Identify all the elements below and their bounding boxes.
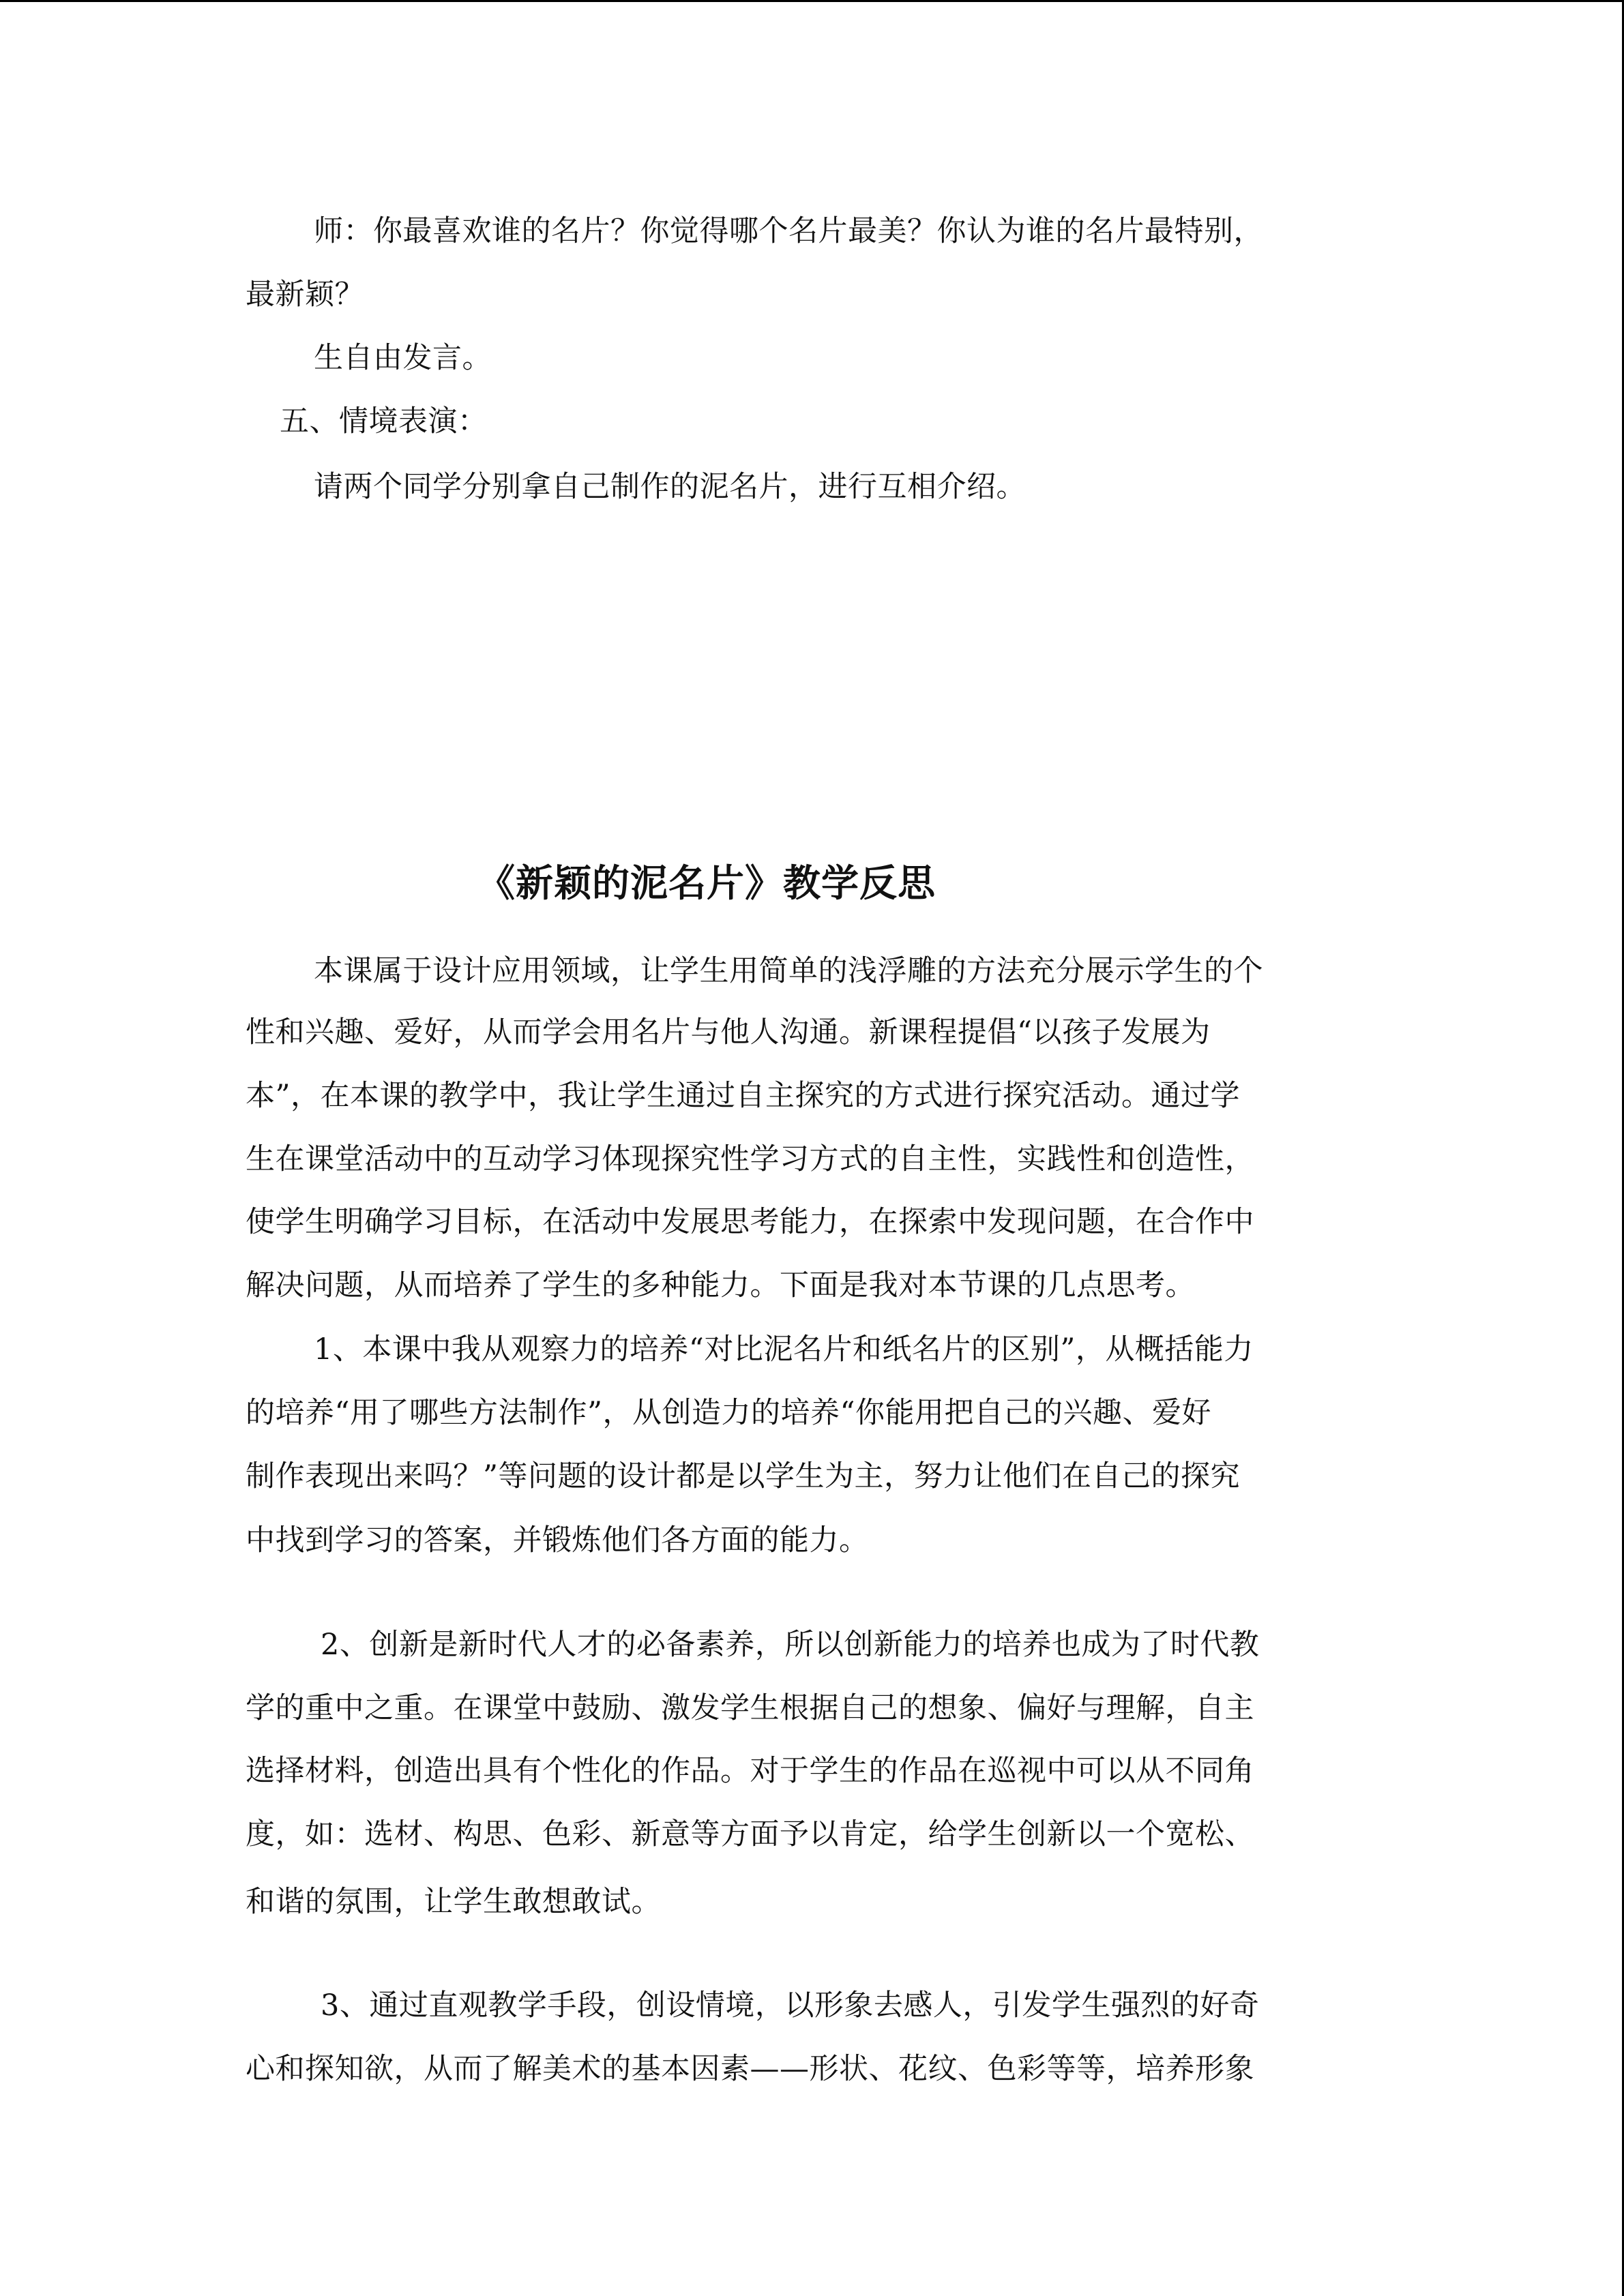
section-heading: 五、情境表演：: [280, 404, 488, 438]
paragraph-line: 的培养“用了哪些方法制作”，从创造力的培养“你能用把自己的兴趣、爱好: [246, 1396, 1211, 1430]
reflection-title: 《新颖的泥名片》教学反思: [477, 861, 936, 905]
paragraph-line: 心和探知欲，从而了解美术的基本因素——形状、花纹、色彩等等，培养形象: [246, 2052, 1254, 2086]
paragraph-line: 和谐的氛围，让学生敢想敢试。: [246, 1885, 661, 1919]
paragraph-line: 度，如：选材、构思、色彩、新意等方面予以肯定，给学生创新以一个宽松、: [246, 1817, 1254, 1851]
paragraph-line: 生在课堂活动中的互动学习体现探究性学习方式的自主性，实践性和创造性，: [246, 1142, 1254, 1176]
paragraph-line: 2、创新是新时代人才的必备素养，所以创新能力的培养也成为了时代教: [321, 1628, 1260, 1662]
paragraph-line: 中找到学习的答案，并锻炼他们各方面的能力。: [246, 1523, 869, 1557]
text-line: 师：你最喜欢谁的名片？你觉得哪个名片最美？你认为谁的名片最特别，: [314, 214, 1263, 248]
paragraph-line: 3、通过直观教学手段，创设情境，以形象去感人，引发学生强烈的好奇: [321, 1988, 1260, 2023]
text-line: 生自由发言。: [314, 341, 492, 375]
paragraph-line: 性和兴趣、爱好，从而学会用名片与他人沟通。新课程提倡“以孩子发展为: [246, 1015, 1211, 1049]
paragraph-line: 选择材料，创造出具有个性化的作品。对于学生的作品在巡视中可以从不同角: [246, 1754, 1254, 1788]
paragraph-line: 制作表现出来吗？”等问题的设计都是以学生为主，努力让他们在自己的探究: [246, 1459, 1240, 1493]
paragraph-line: 本”，在本课的教学中，我让学生通过自主探究的方式进行探究活动。通过学: [246, 1079, 1240, 1113]
paragraph-line: 解决问题，从而培养了学生的多种能力。下面是我对本节课的几点思考。: [246, 1268, 1195, 1302]
paragraph-line: 学的重中之重。在课堂中鼓励、激发学生根据自己的想象、偏好与理解，自主: [246, 1691, 1254, 1725]
paragraph-line: 使学生明确学习目标，在活动中发展思考能力，在探索中发现问题，在合作中: [246, 1205, 1254, 1239]
text-line: 最新颖？: [246, 278, 364, 312]
text-line: 请两个同学分别拿自己制作的泥名片，进行互相介绍。: [314, 470, 1026, 504]
paragraph-line: 1、本课中我从观察力的培养“对比泥名片和纸名片的区别”，从概括能力: [314, 1332, 1254, 1367]
paragraph-line: 本课属于设计应用领域，让学生用简单的浅浮雕的方法充分展示学生的个: [314, 954, 1263, 988]
